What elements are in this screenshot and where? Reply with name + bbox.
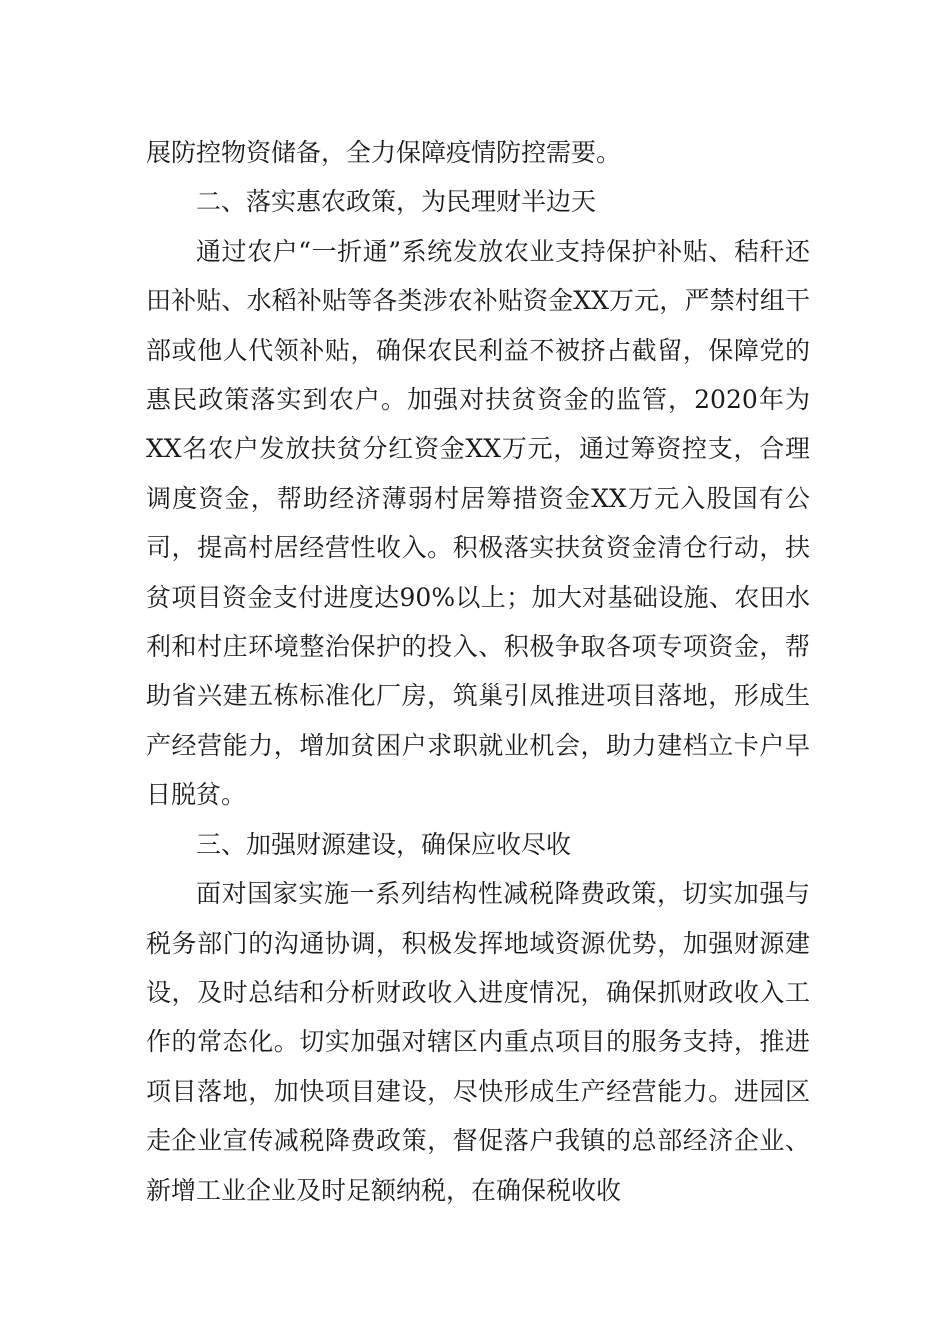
continuation-paragraph: 展防控物资储备，全力保障疫情防控需要。 — [146, 138, 622, 167]
section-3-heading: 三、加强财源建设，确保应收尽收 — [196, 829, 572, 859]
section-2-heading: 二、落实惠农政策，为民理财半边天 — [196, 187, 597, 217]
section-3-paragraph: 面对国家实施一系列结构性减税降费政策，切实加强与税务部门的沟通协调，积极发挥地域资源优势，加强财源建设，及时总结和分析财政收入进度情况，确保抓财政收入工作的常态化。切实加强对辖区内重点项目的服务支持，推进项目落地，加快项目建设，尽快形成生产经营能力。进园区走企业宣传减税降费政策，督促落户我镇的总部经济企业、新增工业企业及时足额纳税，在确保税收收 — [146, 879, 810, 1205]
section-2-paragraph: 通过农户“一折通”系统发放农业支持保护补贴、秸秆还田补贴、水稻补贴等各类涉农补贴资金XX万元，严禁村组干部或他人代领补贴，确保农民利益不被挤占截留，保障党的惠民政策落实到农户。加强对扶贫资金的监管，2020年为XX名农户发放扶贫分红资金XX万元，通过筹资控支，合理调度资金，帮助经济薄弱村居筹措资金XX万元入股国有公司，提高村居经营性收入。积极落实扶贫资金清仓行动，扶贫项目资金支付进度达90%以上；加大对基础设施、农田水利和村庄环境整治保护的投入、积极争取各项专项资金，帮助省兴建五栋标准化厂房，筑巢引凤推进项目落地，形成生产经营能力，增加贫困户求职就业机会，助力建档立卡户早日脱贫。 — [146, 236, 810, 810]
document-body — [146, 128, 810, 1215]
